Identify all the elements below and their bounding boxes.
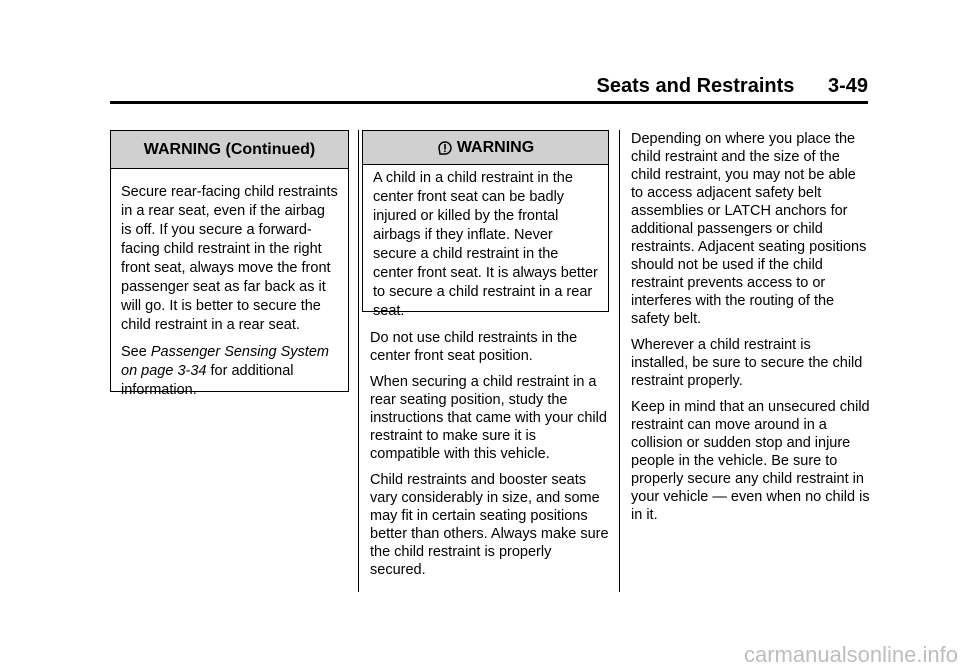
warning-paragraph: Secure rear-facing child restraints in a rear seat, even if the airbag is off. If you secure a forward-facing child restraint in the right front seat, always move the front passenger seat as far back as it will go. It is better to secure the child restraint in a rear seat. [121,184,338,333]
column-3-text [631,130,871,532]
section-title: Seats and Restraints [596,75,795,97]
watermark: carmanualsonline.info [743,642,958,667]
warning-symbol-icon [437,140,453,156]
column-2-text [370,329,610,587]
body-paragraph: Do not use child restraints in the center front seat position. [370,330,578,364]
header-rule [110,101,868,104]
body-paragraph: Depending on where you place the child restraint and the size of the child restraint, you may not be able to access adjacent safety belt assemblies or LATCH anchors for additional passengers or child restraints. Adjacent seating positions should not be used if the child restraint prevents access to or interferes with the routing of the safety belt. [631,131,867,327]
column-divider-2 [619,130,620,592]
body-paragraph: When securing a child restraint in a rear seating position, study the instructions that came with your child restraint to make sure it is compatible with this vehicle. [370,374,607,462]
body-paragraph: Keep in mind that an unsecured child restraint can move around in a collision or sudden stop and injure people in the vehicle. Be sure to properly secure any child restraint in your vehicle — even when no child is in it. [631,399,870,523]
warning-paragraph: A child in a child restraint in the center front seat can be badly injured or killed by the frontal airbags if they inflate. Never secure a child restraint in the center front seat. It is always better to secure a child restraint in a rear seat. [373,170,598,319]
warning-title: WARNING [456,138,535,156]
page-header [110,74,868,98]
warning-box-continued [110,130,349,398]
body-paragraph: Wherever a child restraint is installed, be sure to secure the child restraint properly. [631,337,863,389]
warning-box [362,130,609,319]
column-divider-1 [358,130,359,592]
warning-body [111,169,348,400]
warning-body [363,165,608,321]
reference-lead: See [121,344,147,360]
reference-link: Passenger Sensing System on page 3-34 [121,344,329,379]
warning-title: WARNING (Continued) [143,140,316,158]
page-number: 3-49 [827,75,868,97]
warning-reference-paragraph [121,343,338,400]
warning-header [363,131,608,165]
reference-tail: for additional information. [121,363,294,398]
body-paragraph: Child restraints and booster seats vary considerably in size, and some may fit in certain seating positions better than others. Always make sure the child restraint is properly secured. [370,472,609,578]
warning-header [111,131,348,169]
